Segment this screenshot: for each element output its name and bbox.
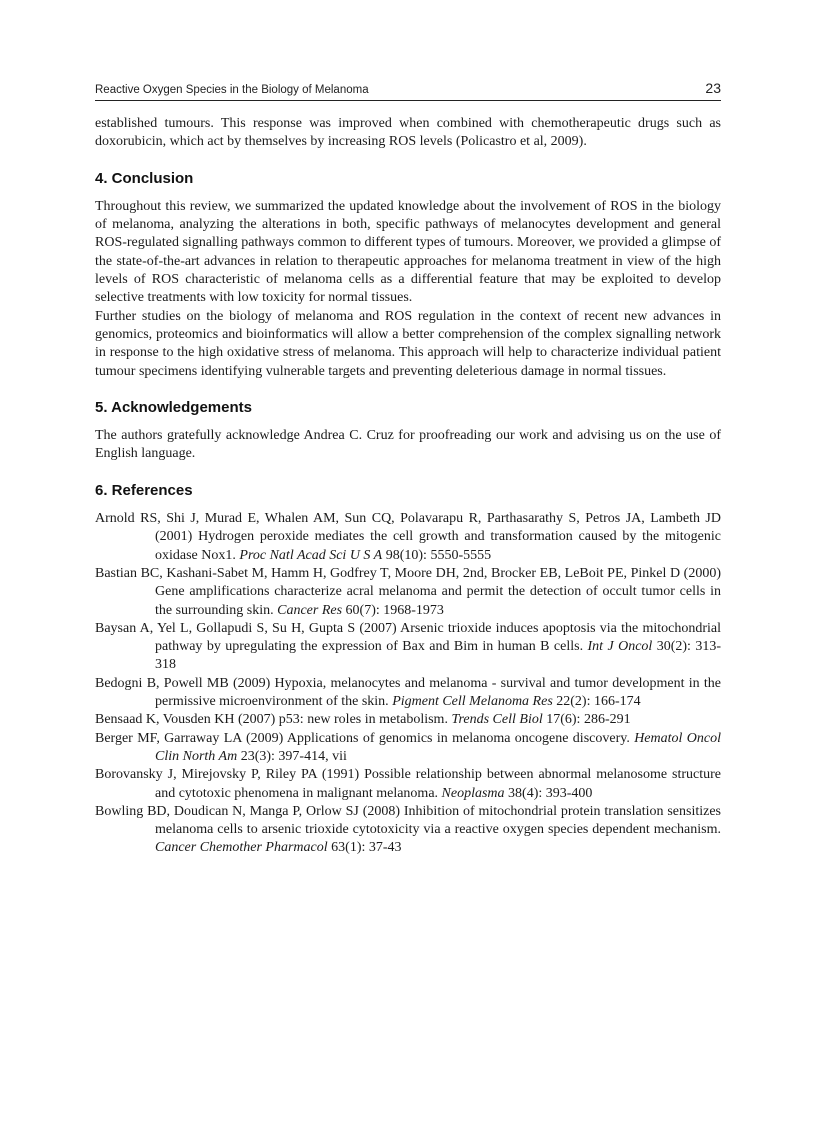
reference-journal: Hematol Oncol Clin North Am [155,730,721,764]
reference-journal: Proc Natl Acad Sci U S A [239,547,383,563]
reference-citation: 23(3): 397-414, vii [237,748,347,764]
reference-authors: Bowling BD, Doudican N, Manga P, Orlow SJ (2008) Inhibition of mitochondrial protein translation sensitizes melanoma cells to arsenic trioxide cytotoxicity via a reactive oxygen species dependent mechanism. [95,803,721,838]
reference-item [95,565,721,620]
conclusion-paragraph-2: Further studies on the biology of melanoma and ROS regulation in the context of recent new advances in genomics, proteomics and bioinformatics will allow a better comprehension of the complex signalling network in response to the high oxidative stress of melanoma. This approach will help to characterize individual patient tumour specimens identifying vulnerable targets and preventing deleterious damage in normal tissues. [95,308,721,379]
reference-item [95,730,721,767]
reference-authors: Bensaad K, Vousden KH (2007) p53: new roles in metabolism. [95,712,452,728]
reference-item [95,803,721,858]
conclusion-paragraph-1: Throughout this review, we summarized the updated knowledge about the involvement of ROS in the biology of melanoma, analyzing the alterations in both, specific pathways of melanocytes development and general ROS-regulated signalling pathways common to different types of tumours. Moreover, we provided a glimpse of the state-of-the-art advances in relation to therapeutic approaches for melanoma treatment in view of the high levels of ROS characteristic of melanoma cells as a differential feature that may be exploited to develop selective treatments with low toxicity for normal tissues. [95,198,721,306]
reference-authors: Borovansky J, Mirejovsky P, Riley PA (1991) Possible relationship between abnormal melanosome structure and cytotoxic phenomena in malignant melanoma. [95,767,721,801]
reference-authors: Berger MF, Garraway LA (2009) Applications of genomics in melanoma oncogene discovery. [95,730,635,746]
reference-authors: Baysan A, Yel L, Gollapudi S, Su H, Gupta S (2007) Arsenic trioxide induces apoptosis via the mitochondrial pathway by upregulating the expression of Bax and Bim in human B cells. [95,620,721,655]
reference-journal: Pigment Cell Melanoma Res [392,694,553,710]
reference-journal: Cancer Res [277,602,343,618]
reference-authors: Arnold RS, Shi J, Murad E, Whalen AM, Sun CQ, Polavarapu R, Parthasarathy S, Petros JA, Lambeth JD (2001) Hydrogen peroxide mediates the cell growth and transformation caused by the mitogenic oxidase Nox1. [95,511,721,563]
reference-citation: 60(7): 1968-1973 [342,602,444,618]
running-title: Reactive Oxygen Species in the Biology of Melanoma [95,84,369,96]
reference-item [95,620,721,675]
page-number: 23 [705,80,721,96]
reference-item [95,711,721,729]
reference-citation: 98(10): 5550-5555 [382,547,492,563]
reference-journal: Cancer Chemother Pharmacol [155,840,328,856]
reference-journal: Int J Oncol [587,639,653,655]
intro-paragraph: established tumours. This response was improved when combined with chemotherapeutic drugs such as doxorubicin, which act by themselves by increasing ROS levels (Policastro et al, 2009). [95,116,721,150]
reference-authors: Bastian BC, Kashani-Sabet M, Hamm H, Godfrey T, Moore DH, 2nd, Brocker EB, LeBoit PE, Pinkel D (2000) Gene amplifications characterize acral melanoma and permit the detection of occult tumor cells in the surrounding skin. [95,565,721,618]
acknowledgements-heading: 5. Acknowledgements [95,398,252,416]
reference-citation: 38(4): 393-400 [504,785,593,801]
reference-authors: Bedogni B, Powell MB (2009) Hypoxia, melanocytes and melanoma - survival and tumor development in the permissive microenvironment of the skin. [95,675,721,710]
reference-citation: 63(1): 37-43 [327,840,402,856]
reference-citation: 22(2): 166-174 [552,694,641,710]
reference-citation: 30(2): 313-318 [155,639,721,673]
reference-journal: Trends Cell Biol [451,712,543,728]
reference-citation: 17(6): 286-291 [542,712,631,728]
reference-item [95,675,721,712]
page-body [95,115,721,858]
reference-item [95,510,721,565]
references-heading: 6. References [95,481,193,499]
reference-journal: Neoplasma [441,785,505,801]
reference-item [95,766,721,803]
acknowledgements-text: The authors gratefully acknowledge Andrea C. Cruz for proofreading our work and advising us on the use of English language. [95,428,721,462]
reference-list [95,510,721,858]
conclusion-heading: 4. Conclusion [95,169,194,187]
running-header [95,78,721,101]
